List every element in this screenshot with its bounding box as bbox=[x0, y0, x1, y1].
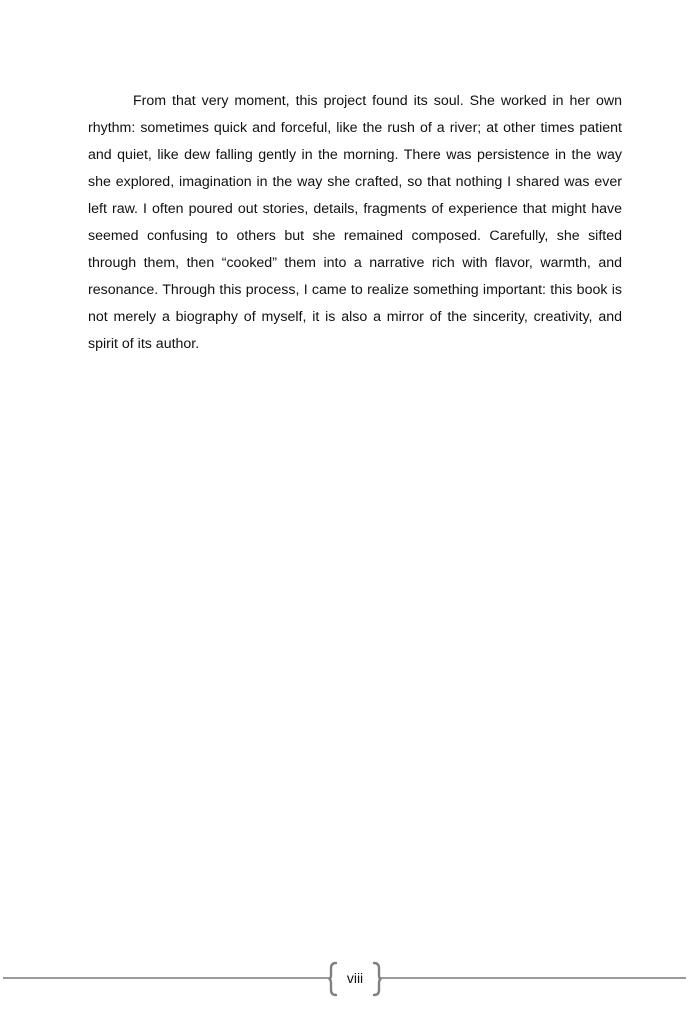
page-number: viii bbox=[346, 970, 364, 986]
page-number-container bbox=[328, 961, 382, 997]
footer-rule-left bbox=[3, 977, 331, 979]
right-brace-icon bbox=[372, 961, 382, 997]
footer-rule-right bbox=[380, 977, 686, 979]
body-paragraph: From that very moment, this project found its soul. She worked in her own rhythm: sometimes quick and forceful, like the rush of a river; at other times patient and quiet, like dew falling gently in the morning. There was persistence in the way she explored, imagination in the way she crafted, so that nothing I shared was ever left raw. I often poured out stories, details, fragments of experience that might have seemed confusing to others but she remained composed. Carefully, she sifted through them, then “cooked” them into a narrative rich with flavor, warmth, and resonance. Through this process, I came to realize something important: this book is not merely a biography of myself, it is also a mirror of the sincerity, creativity, and spirit of its author. bbox=[88, 93, 622, 352]
